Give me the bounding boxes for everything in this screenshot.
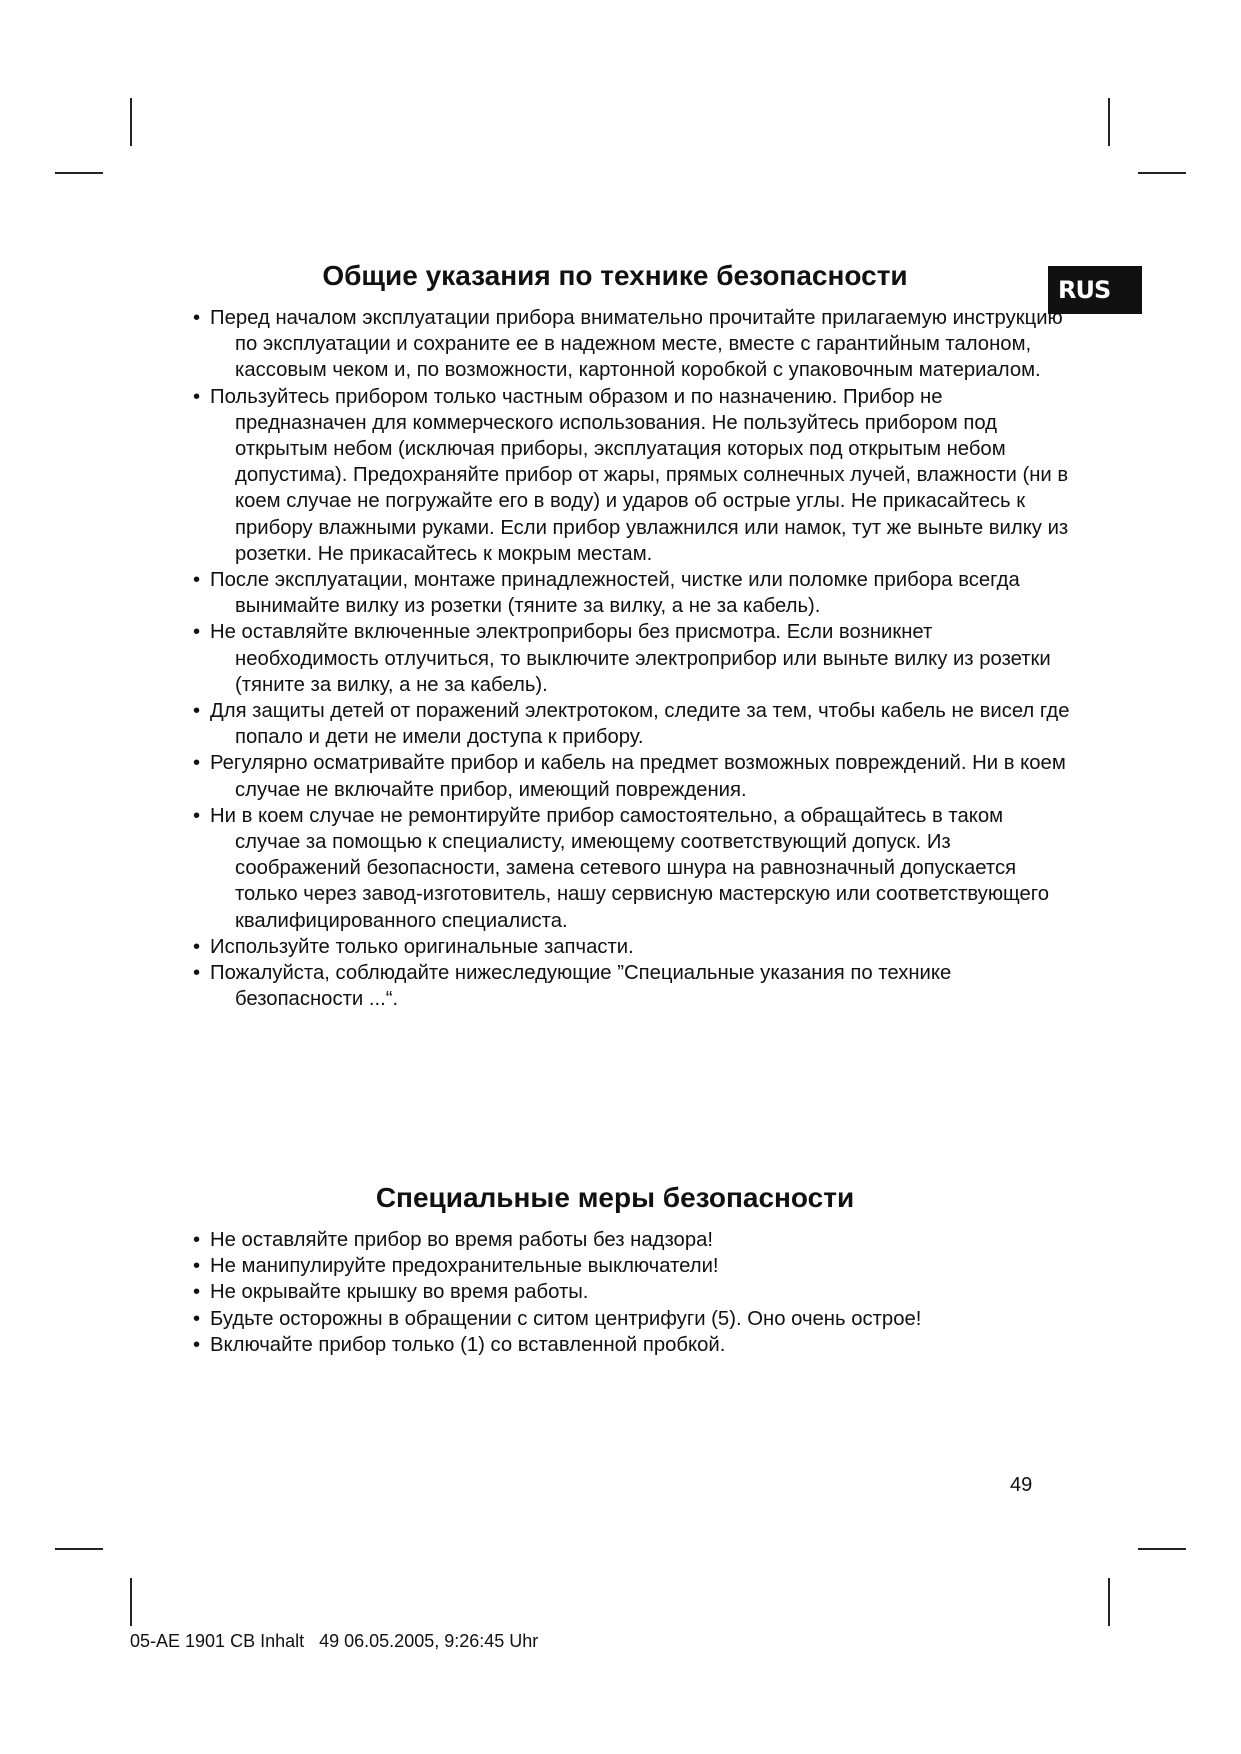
list-item-text: Регулярно осматривайте прибор и кабель на предмет возможных повреждений. Ни в коем случае не включайте прибор, имеющий повреждения. xyxy=(210,752,1066,801)
bullet-icon: • xyxy=(193,569,201,592)
list-item-text: Перед началом эксплуатации прибора внимательно прочитайте прилагаемую инструкцию по эксплуатации и сохраните ее в надежном месте, вместе с гарантийным талоном, кассовым чеком и, по возможности, картонной коробкой с упаковочным материалом. xyxy=(210,307,1063,382)
crop-mark-bottom-left-horizontal xyxy=(55,1548,103,1550)
list-item xyxy=(193,960,1073,1012)
crop-mark-top-left-vertical xyxy=(130,98,132,146)
general-safety-list xyxy=(193,305,1073,1012)
crop-mark-bottom-left-vertical xyxy=(130,1578,132,1626)
bullet-icon: • xyxy=(193,1333,201,1356)
bullet-icon: • xyxy=(193,700,201,723)
list-item-text: Ни в коем случае не ремонтируйте прибор самостоятельно, а обращайтесь в таком случае за помощью к специалисту, имеющему соответствующий допуск. Из соображений безопасности, замена сетевого шнура на равнозначный допускается только через завод-изготовитель, нашу сервисную мастерскую или соответствующего квалифицированного специалиста. xyxy=(210,804,1050,932)
list-item-text: Используйте только оригинальные запчасти. xyxy=(210,935,634,958)
list-item xyxy=(193,1306,1073,1332)
list-item xyxy=(193,567,1073,619)
list-item-text: Для защиты детей от поражений электротоком, следите за тем, чтобы кабель не висел где попало и дети не имели доступа к прибору. xyxy=(210,700,1070,749)
list-item xyxy=(193,305,1073,384)
list-item-text: Включайте прибор только (1) со вставленной пробкой. xyxy=(210,1333,726,1356)
crop-mark-top-left-horizontal xyxy=(55,172,103,174)
list-item xyxy=(193,934,1073,960)
language-tab: RUS xyxy=(1048,266,1142,314)
bullet-icon: • xyxy=(193,1255,201,1278)
crop-mark-bottom-right-vertical xyxy=(1108,1578,1110,1626)
list-item xyxy=(193,1279,1073,1305)
list-item xyxy=(193,1332,1073,1358)
list-item-text: Не манипулируйте предохранительные выключатели! xyxy=(210,1255,719,1278)
list-item xyxy=(193,619,1073,698)
list-item-text: Будьте осторожны в обращении с ситом центрифуги (5). Оно очень острое! xyxy=(210,1307,922,1330)
bullet-icon: • xyxy=(193,962,201,985)
special-safety-list xyxy=(193,1227,1073,1358)
list-item xyxy=(193,384,1073,567)
list-item-text: Не оставляйте прибор во время работы без надзора! xyxy=(210,1229,714,1251)
list-item-text: Пожалуйста, соблюдайте нижеследующие ”Специальные указания по технике безопасности ...“. xyxy=(210,962,952,1011)
list-item xyxy=(193,803,1073,934)
list-item-text: Не окрывайте крышку во время работы. xyxy=(210,1281,589,1304)
list-item xyxy=(193,750,1073,802)
list-item-text: После эксплуатации, монтаже принадлежностей, чистке или поломке прибора всегда вынимайте вилку из розетки (тяните за вилку, а не за кабель). xyxy=(210,569,1020,618)
list-item xyxy=(193,698,1073,750)
bullet-icon: • xyxy=(193,935,201,958)
bullet-icon: • xyxy=(193,1307,201,1330)
print-footer: 05-AE 1901 CB Inhalt 49 06.05.2005, 9:26:45 Uhr xyxy=(130,1631,539,1651)
list-item xyxy=(193,1253,1073,1279)
page-number: 49 xyxy=(1010,1474,1033,1496)
bullet-icon: • xyxy=(193,1229,201,1251)
section-title-general-safety: Общие указания по технике безопасности xyxy=(322,260,908,291)
bullet-icon: • xyxy=(193,621,201,644)
section-title-special-safety: Специальные меры безопасности xyxy=(375,1182,855,1213)
crop-mark-top-right-horizontal xyxy=(1138,172,1186,174)
bullet-icon: • xyxy=(193,1281,201,1304)
bullet-icon: • xyxy=(193,804,201,827)
bullet-icon: • xyxy=(193,307,201,329)
list-item xyxy=(193,1227,1073,1253)
bullet-icon: • xyxy=(193,385,201,408)
list-item-text: Не оставляйте включенные электроприборы без присмотра. Если возникнет необходимость отлучиться, то выключите электроприбор или выньте вилку из розетки (тяните за вилку, а не за кабель). xyxy=(210,621,1051,696)
list-item-text: Пользуйтесь прибором только частным образом и по назначению. Прибор не предназначен для коммерческого использования. Не пользуйтесь прибором под открытым небом (исключая приборы, эксплуатация которых под открытым небом допустима). Предохраняйте прибор от жары, прямых солнечных лучей, влажности (ни в коем случае не погружайте его в воду) и ударов об острые углы. Не прикасайтесь к прибору влажными руками. Если прибор увлажнился или намок, тут же выньте вилку из розетки. Не прикасайтесь к мокрым местам. xyxy=(210,385,1069,565)
crop-mark-bottom-right-horizontal xyxy=(1138,1548,1186,1550)
crop-mark-top-right-vertical xyxy=(1108,98,1110,146)
bullet-icon: • xyxy=(193,752,201,775)
